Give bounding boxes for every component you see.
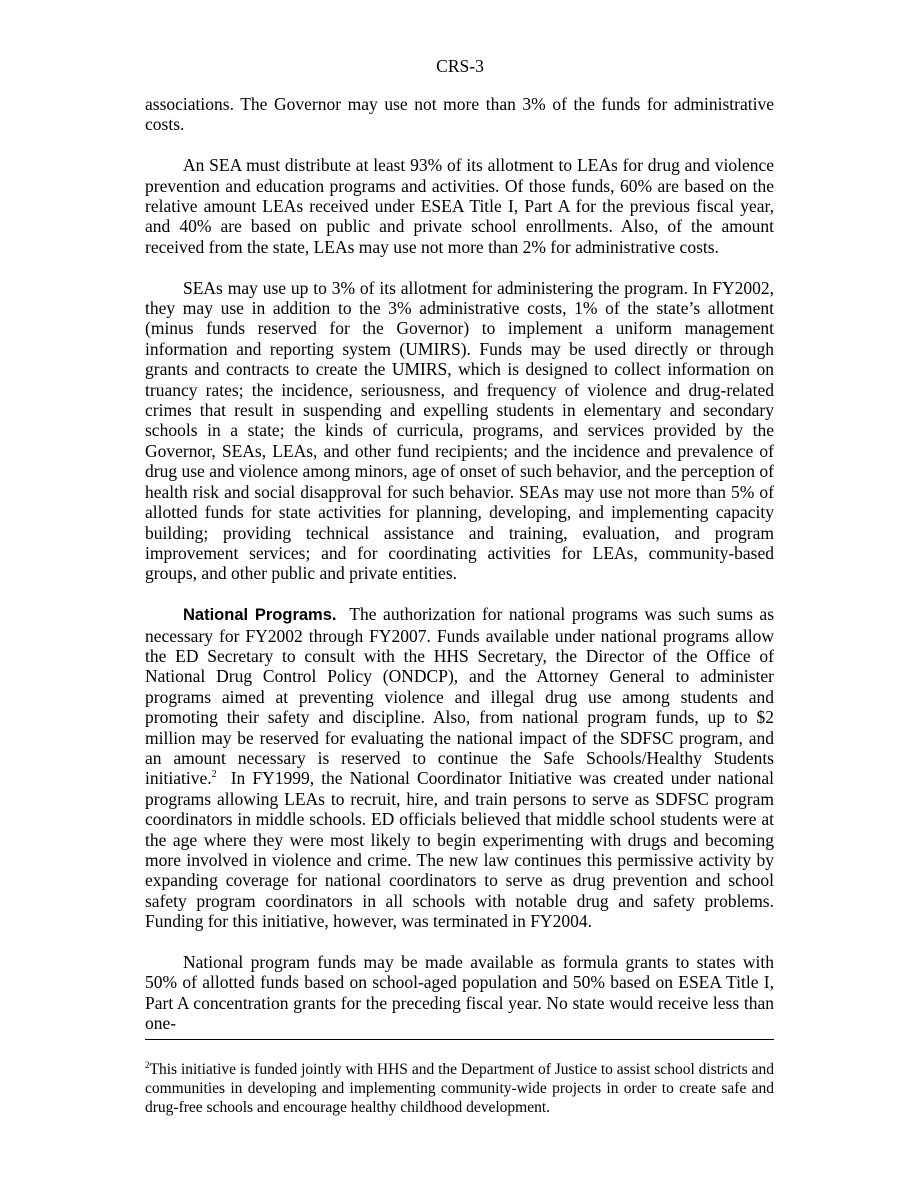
national-programs-text: The authorization for national programs was such sums as necessary for FY2002 through FY2007. Funds available under national programs allow the ED Secretary to consult with the HHS Secretary, the Director of the Office of National Drug Control Policy (ONDCP), and the Attorney General to administer programs aimed at preventing violence and illegal drug use among students and promoting their safety and discipline. Also, from national program funds, up to $2 million may be reserved for evaluating the national impact of the SDFSC program, and an amount necessary is reserved to continue the Safe Schools/Healthy Students initiative.	[145, 604, 775, 789]
paragraph-national-programs	[145, 604, 774, 932]
paragraph-sea-administration: SEAs may use up to 3% of its allotment for administering the program. In FY2002, they may use in addition to the 3% administrative costs, 1% of the state’s allotment (minus funds reserved for the Governor) to implement a uniform management information and reporting system (UMIRS). Funds may be used directly or through grants and contracts to create the UMIRS, which is designed to collect information on truancy rates; the incidence, seriousness, and frequency of violence and drug-related crimes that result in suspending and expelling students in elementary and secondary schools in a state; the kinds of curricula, programs, and services provided by the Governor, SEAs, LEAs, and other fund recipients; and the incidence and prevalence of drug use and violence among minors, age of onset of such behavior, and the perception of health risk and social disapproval for such behavior. SEAs may use not more than 5% of allotted funds for state activities for planning, developing, and implementing capacity building; providing technical assistance and training, evaluation, and program improvement services; and for coordinating activities for LEAs, community-based groups, and other public and private entities.	[145, 277, 774, 584]
paragraph-lea-distribution: An SEA must distribute at least 93% of its allotment to LEAs for drug and violence prevention and education programs and activities. Of those funds, 60% are based on the relative amount LEAs received under ESEA Title I, Part A for the previous fiscal year, and 40% are based on public and private school enrollments. Also, of the amount received from the state, LEAs may use not more than 2% for administrative costs.	[145, 155, 774, 257]
paragraph-continuation: associations. The Governor may use not more than 3% of the funds for administrative costs.	[145, 94, 774, 135]
footnote-reference[interactable]: 2	[211, 769, 217, 781]
page-header	[0, 56, 920, 76]
section-heading-national-programs: National Programs.	[183, 606, 337, 625]
body-text	[145, 94, 774, 1054]
page-number: CRS-3	[436, 56, 484, 76]
footnote-text: This initiative is funded jointly with HHS and the Department of Justice to assist school districts and communities in developing and implementing community-wide projects in order to create safe and drug-free schools and encourage healthy childhood development.	[145, 1061, 774, 1116]
national-programs-text-continued: In FY1999, the National Coordinator Initiative was created under national programs allowing LEAs to recruit, hire, and train persons to serve as SDFSC program coordinators in middle schools. ED officials believed that middle school students were at the age where they were most likely to begin experimenting with drugs and becoming more involved in violence and crime. The new law continues this permissive activity by expanding coverage for national coordinators to serve as drug prevention and school safety program coordinators in all schools with notable drug and safety problems. Funding for this initiative, however, was terminated in FY2004.	[145, 768, 774, 932]
footnote-separator	[145, 1039, 774, 1040]
paragraph-formula-grants: National program funds may be made available as formula grants to states with 50% of allotted funds based on school-aged population and 50% based on ESEA Title I, Part A concentration grants for the preceding fiscal year. No state would receive less than one-	[145, 952, 774, 1034]
footnote-number: 2	[145, 1059, 150, 1070]
footnote	[145, 1060, 774, 1117]
